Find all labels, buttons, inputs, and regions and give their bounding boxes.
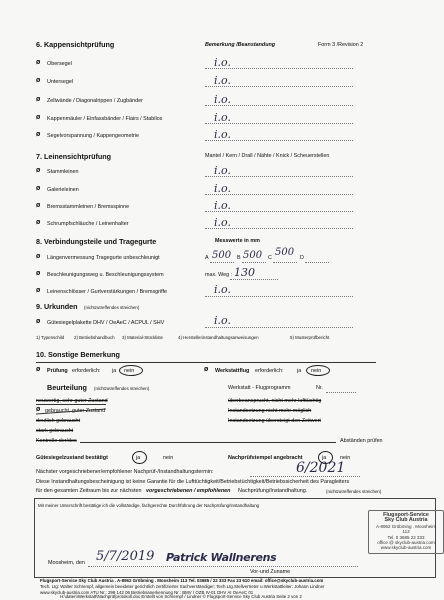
stamp-title: Flugsport-Service [383, 512, 429, 518]
next-check-value: 6/2021 [296, 460, 346, 476]
check-mark: ø [36, 59, 41, 66]
column-label: Bemerkung /Beanstandung [205, 42, 276, 48]
section7-title: 7. Leinensichtprüfung [36, 152, 112, 161]
strike-line [80, 442, 336, 443]
abstand-label: Abständen prüfen [340, 438, 383, 444]
section6-title: 6. Kappensichtprüfung [36, 40, 115, 49]
check-mark: ø [36, 270, 41, 277]
value-schrumpfschlaeuche: i.o. [214, 216, 231, 229]
signature-name: Patrick Wallnerens [166, 551, 277, 564]
option-struck: Instandsetzung nicht mehr möglich [228, 408, 312, 414]
programm-label: Werkstatt - Flugprogramm [228, 385, 291, 391]
check-mark: ø [36, 406, 41, 413]
beurteilung-note: (nichtzutreffendes streichen) [94, 386, 150, 391]
ja-label: ja [112, 368, 117, 374]
option-struck: überbeansprucht, nicht mehr lufttüchtig [228, 398, 322, 404]
check-mark: ø [36, 202, 41, 209]
check-mark: ø [204, 366, 209, 373]
place-label: Moosheim, den [48, 560, 85, 566]
disclaimer-line1: Diese Instandhaltungsbescheinigung ist keine Garantie für die Lufttüchtigkeit/Betriebstüchtigkeit/Betriebssicherheit des Paragleiters [36, 479, 350, 485]
check-mark: ø [36, 114, 41, 121]
check-mark: ø [36, 167, 41, 174]
fill-line [210, 262, 234, 263]
signature-note: Mit meiner Unterschrift bestätige ich die vollständige, fachgerechte Durchführung der Nachprüfung/Instandhaltung [38, 503, 260, 508]
signature-below: Vor-und Zuname [250, 569, 291, 575]
section8-title: 8. Verbindungsteile und Tragegurte [36, 237, 157, 246]
fill-line [305, 262, 329, 263]
check-mark: ø [36, 219, 41, 226]
option-selected: gebraucht, guter Zustand [45, 408, 106, 414]
footer-line2: Tech. Ltg: Walter Schrempf, allgemein beeideter gerichtlich zertifizierter Sachverständiger; Tech.Ltg.Stellvertreter u.Werkstattleiter: Johann Lindner [40, 584, 325, 589]
value-segelvorspannung: i.o. [214, 128, 231, 141]
item-segelvorspannung: Segelvorspannung / Kappengeometrie [47, 133, 140, 139]
riser-d-label: D [300, 255, 304, 261]
section9-note: (nichtzutreffendes streichen) [84, 305, 140, 310]
stamp-line: Tel. 0 3685 22 333 [387, 534, 425, 540]
check-mark: ø [36, 253, 41, 260]
section7-columns: Mantel / Kern / Drall / Nähte / Knick / Scheuerstellen [205, 153, 330, 159]
guetesiegel-label: Gütesiegelzustand bestätigt [36, 455, 108, 461]
stamp-line: office @ skyclub-austria.com [377, 540, 435, 546]
check-mark: ø [36, 96, 41, 103]
seal-label: Gütesiegelplakette DHV / OeAeC / ACPUL / SHV [47, 320, 165, 326]
check-mark: ø [36, 318, 41, 325]
doc-item: 1) Typenschild [36, 335, 65, 340]
fill-line [88, 566, 358, 567]
section10-title: 10. Sonstige Bemerkung [36, 350, 120, 359]
riser-c-value: 500 [275, 247, 295, 258]
ja-label: ja [136, 455, 141, 461]
doc-item: 2) Betriebshandbuch [74, 335, 115, 340]
fill-line [242, 262, 266, 263]
fill-line [230, 279, 278, 280]
nein-label: nein [311, 368, 322, 374]
fill-line [326, 392, 356, 393]
riser-a-value: 500 [212, 250, 232, 261]
fill-line [205, 327, 353, 328]
fill-line [205, 296, 353, 297]
item-zellwaende: Zellwände / Diagonalrippen / Zugbänder [47, 98, 143, 104]
stamp-line: A-8962 Gröbming . Moosheim 113 [375, 523, 437, 535]
nein-label: nein [124, 368, 135, 374]
option-struck: neuwertig, sehr guter Zustand [36, 398, 108, 404]
fill-line [250, 476, 360, 477]
check-mark: ø [36, 287, 41, 294]
value-obersegel: i.o. [214, 56, 231, 69]
programm-nr: Nr. [316, 385, 323, 391]
disclaimer-note: (nichtzutreffendes streichen) [326, 489, 382, 494]
strike-line [36, 404, 106, 405]
stamp-line: www.skyclub-austria.com [380, 545, 432, 551]
accel-label: Beschleunigungsweg u. Beschleunigungssystem [47, 272, 164, 278]
value-stammleinen: i.o. [214, 164, 231, 177]
check-mark: ø [36, 131, 41, 138]
riser-b-value: 500 [243, 250, 263, 261]
pruefung-label: Prüfung [47, 368, 68, 374]
disclaimer-line2b: vorgeschriebenen / empfohlenen [146, 488, 231, 494]
item-galerieleinen: Galerieleinen [47, 187, 79, 193]
doc-item: 5) Musterprüfbericht [290, 335, 330, 340]
doc-item: 4) Herstellerinstandhaltungsanweisungen [178, 335, 259, 340]
riser-c-label: C [268, 255, 272, 261]
selection-oval [132, 451, 147, 464]
doc-item: 3) Material-Stückliste [122, 335, 163, 340]
value-kappenmaeuler: i.o. [214, 111, 231, 124]
disclaimer-line2c: Nachprüfung/Instandhaltung. [238, 488, 308, 494]
item-schrumpfschlaeuche: Schrumpfschläuche / Leinenhalter [47, 221, 129, 227]
unit-label: Messwerte in mm [215, 238, 260, 244]
fill-line [273, 262, 297, 263]
length-label: Längenvermessung Tragegurte unbeschleunigt [47, 255, 160, 261]
item-untersegel: Untersegel [47, 79, 74, 85]
max-way-value: 130 [234, 266, 255, 279]
value-untersegel: i.o. [214, 74, 231, 87]
item-obersegel: Obersegel [47, 61, 72, 67]
seal-value: i.o. [214, 314, 231, 327]
check-mark: ø [36, 77, 41, 84]
disclaimer-line2a: für den gesamten Zeitraum bis zur nächsten [36, 488, 142, 494]
option-struck: deutlich gebraucht [36, 418, 81, 424]
signature-date: 5/7/2019 [96, 549, 155, 564]
stamp-line: Sky Club Austria [384, 517, 428, 524]
option-struck: Instandsetzung übersteigt den Zeitwert [228, 418, 321, 424]
divider [36, 362, 376, 363]
riser-b-label: B [237, 255, 241, 261]
value-zellwaende: i.o. [214, 93, 231, 106]
option-struck: Kontrolle der/des [36, 438, 77, 444]
riser-a-label: A [205, 255, 209, 261]
nachpruef-label: Nachprüfstempel angebracht [228, 455, 303, 461]
required-label: erforderlich: [72, 368, 101, 374]
item-bremsstammleinen: Bremsstammleinen / Bremsspinne [47, 204, 130, 210]
check-mark: ø [36, 366, 41, 373]
nein-label: nein [163, 455, 174, 461]
footer-line4: H:\daten\Werkstatt\Nachprüfprotokoll.doc Erstellt von Schrempf / Lindner © Flugsport-Service Sky Club Austria Seite 2 von 2 [60, 594, 302, 599]
item-stammleinen: Stammleinen [47, 169, 79, 175]
closers-value: i.o. [214, 283, 231, 296]
nein-label: nein [340, 455, 351, 461]
footer-line3: www.skyclub-austria.com ATU Nr.: 299 142 06 Betriebsanerkennung Nr.: BMV / OZB IV-01 DHV AI OeAeC 01 [40, 590, 254, 595]
company-stamp [368, 510, 444, 554]
next-check-label: Nächster vorgeschriebener/empfohlener Nachprüf-/Instandhaltungstermin: [36, 469, 214, 475]
form-number: Form 3 /Revision 2 [318, 42, 364, 48]
option-struck: stark gebraucht [36, 428, 74, 434]
beurteilung-label: Beurteilung [47, 383, 87, 392]
required-label: erforderlich: [255, 368, 284, 374]
section9-title: 9. Urkunden [36, 302, 78, 311]
item-kappenmaeuler: Kappenmäuler / Einfassbänder / Flairs / Stabilos [47, 116, 163, 122]
value-bremsstammleinen: i.o. [214, 199, 231, 212]
value-galerieleinen: i.o. [214, 182, 231, 195]
footer-line1: Flugsport-Service Sky Club Austria . A-8962 Gröbming . Moosheim 113 Tel. 03685 / 22 333 Fax 23 610 email: office@skyclub-austria.com [40, 578, 324, 583]
max-way-label: max. Weg : [205, 272, 233, 278]
ja-label: ja [297, 368, 302, 374]
check-mark: ø [36, 185, 41, 192]
werkstatt-label: Werkstattflug [215, 368, 250, 374]
ja-label: ja [322, 455, 327, 461]
closers-label: Leinenschlösser / Gurtverstärkungen / Bremsgriffe [47, 289, 168, 295]
